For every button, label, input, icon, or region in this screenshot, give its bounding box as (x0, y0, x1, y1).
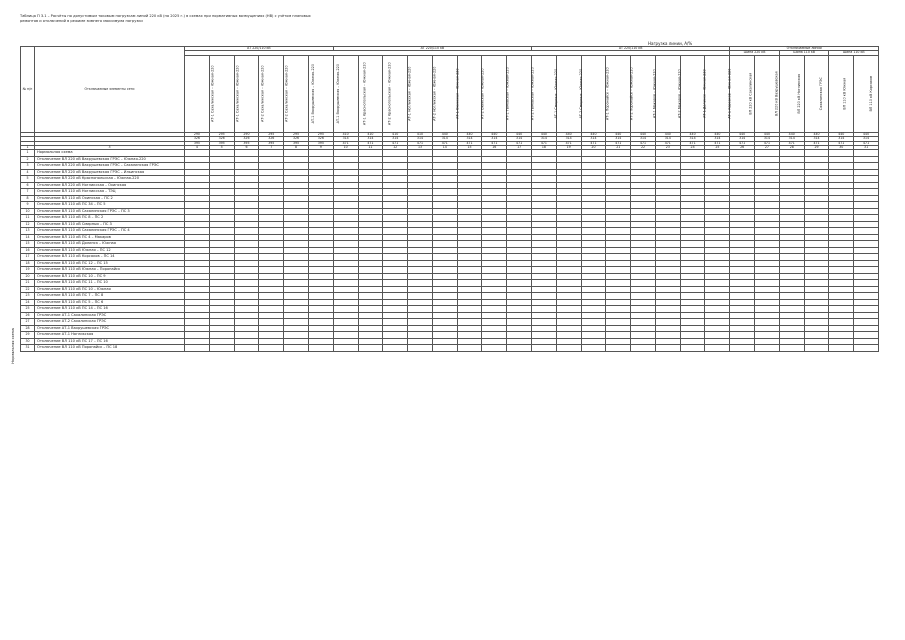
index-cell: 20 (581, 146, 606, 150)
table-cell (705, 345, 730, 352)
row-number: 23 (21, 293, 35, 300)
column-header-text: АТ-1 Смирных – Южная-220 (554, 68, 559, 119)
limit-cell: 314 (730, 137, 755, 141)
column-header-text: АТ-1 Ногликская – Южная-220 (407, 66, 412, 121)
row-number: 4 (21, 169, 35, 176)
row-name: Отключение ВЛ 110 кВ Сахалинская ГРЭС – ПС 4 (35, 228, 185, 235)
limit-cell: 471 (730, 141, 755, 145)
limit-cell: 440 (457, 132, 482, 136)
index-cell: 18 (532, 146, 557, 150)
column-header (383, 55, 412, 132)
limit-cell: 440 (507, 132, 532, 136)
row-name: Отключение ВЛ 110 кВ ПС 11 – ПС 10 (35, 280, 185, 287)
row-number: 13 (21, 228, 35, 235)
index-cell: 22 (631, 146, 656, 150)
limit-cell: 314 (383, 137, 408, 141)
index-cell: 16 (482, 146, 507, 150)
index-cell: 5 (209, 146, 234, 150)
unit-label: Нагрузка линии, А/% (648, 41, 693, 46)
column-header-text: АТ-1 Макаров – Южная-220 (652, 69, 657, 119)
row-name: Отключение ВЛ 110 кВ ПС 10 – Южная (35, 286, 185, 293)
column-header-text: АТ-2 Ногликская – Южная-220 (432, 66, 437, 121)
table-cell (556, 345, 581, 352)
limit-cell: 471 (804, 141, 829, 145)
column-header-text: АТ-1 Краснопольская – Южная-220 (362, 62, 367, 126)
column-header (457, 55, 485, 132)
column-header (854, 55, 879, 132)
table-cell (432, 345, 457, 352)
row-number: 19 (21, 267, 35, 274)
limit-cell: 440 (556, 132, 581, 136)
limit-cell: 410 (408, 132, 433, 136)
row-number: 6 (21, 182, 35, 189)
limit-cell: 326 (185, 137, 210, 141)
column-header-text: Сахалинская ГРЭС (818, 77, 823, 111)
limit-cell: 471 (631, 141, 656, 145)
table-cell (234, 345, 259, 352)
column-header (482, 55, 511, 132)
index-cell: 7 (259, 146, 284, 150)
table-cell (631, 345, 656, 352)
row-number: 12 (21, 221, 35, 228)
limit-cell: 471 (383, 141, 408, 145)
limit-cell: 326 (209, 137, 234, 141)
table-cell (507, 345, 532, 352)
row-number: 22 (21, 286, 35, 293)
limit-cell: 395 (259, 141, 284, 145)
index-cell: 9 (308, 146, 333, 150)
side-label: Нормальная схема (10, 328, 15, 364)
index-cell: 25 (705, 146, 730, 150)
limit-cell: 395 (234, 141, 259, 145)
row-number: 26 (21, 312, 35, 319)
row-name: Отключение ВЛ 110 кВ Корсаков – ПС 14 (35, 254, 185, 261)
limit-cell: 471 (581, 141, 606, 145)
table-cell (606, 345, 631, 352)
row-number: 25 (21, 306, 35, 313)
row-name: Отключение ВЛ 110 кВ ПС 7 – ПС 8 (35, 293, 185, 300)
row-name: Отключение ВЛ 220 кВ Ногликская – Охинская (35, 182, 185, 189)
table-cell (383, 345, 408, 352)
index-cell: 11 (358, 146, 383, 150)
column-header-text: АТ-1 Вахрушевская – Южная-220 (335, 64, 340, 124)
row-name: Отключение ВЛ 110 кВ Сахалинская ГРЭС – ПС 3 (35, 208, 185, 215)
row-number: 10 (21, 208, 35, 215)
index-cell: 31 (854, 146, 879, 150)
table-cell (829, 345, 854, 352)
row-number: 29 (21, 332, 35, 339)
column-header (185, 55, 215, 132)
index-cell: 12 (383, 146, 408, 150)
limit-cell: 314 (680, 137, 705, 141)
header-num: № п/п (21, 47, 35, 133)
limit-cell: 395 (284, 141, 309, 145)
table-cell (779, 345, 804, 352)
limit-cell: 440 (631, 132, 656, 136)
column-header-text: АТ-1 Поронайск – Южная-220 (605, 67, 610, 121)
row-number: 27 (21, 319, 35, 326)
limit-cell: 290 (234, 132, 259, 136)
row-name: Отключение ВЛ 220 кВ Вахрушевская ГРЭС – Сахалинская ГРЭС (35, 163, 185, 170)
index-cell: 8 (284, 146, 309, 150)
limit-cell: 395 (308, 141, 333, 145)
limit-cell: 440 (532, 132, 557, 136)
row-number: 24 (21, 299, 35, 306)
limit-cell: 440 (606, 132, 631, 136)
row-number: 31 (21, 345, 35, 352)
column-header-text: АТ-2 Тымовская – Южная-220 (530, 67, 535, 121)
index-cell: 29 (804, 146, 829, 150)
limit-cell: 471 (606, 141, 631, 145)
subheader: Шина 220 кВ (730, 51, 780, 55)
limit-cell: 440 (755, 132, 780, 136)
column-header-text: ВЛ 220 кВ Ногликская (797, 73, 802, 114)
column-header-text: АТ-2 Поронайск – Южная-220 (630, 67, 634, 121)
row-number: 18 (21, 260, 35, 267)
table-cell (358, 345, 383, 352)
index-cell: 21 (606, 146, 631, 150)
limit-cell: 471 (755, 141, 780, 145)
column-header-text: АТ-2 Сахалинская – Южная-220 (260, 65, 265, 123)
column-header (556, 55, 581, 132)
limit-cell: 440 (705, 132, 730, 136)
column-header (804, 55, 829, 132)
limit-cell: 471 (457, 141, 482, 145)
index-cell: 1 (21, 146, 35, 150)
column-header-text: ВЛ 110 кВ Корсаков (869, 75, 874, 112)
index-cell: 10 (333, 146, 358, 150)
index-cell: 28 (779, 146, 804, 150)
row-number: 16 (21, 247, 35, 254)
column-header-text: АТ-2 Макаров – Южная-220 (677, 69, 682, 119)
table-cell (185, 345, 210, 352)
limit-cell: 440 (854, 132, 879, 136)
row-name: Нормальная схема (35, 150, 185, 157)
limit-cell: 440 (655, 132, 680, 136)
table-cell (730, 345, 755, 352)
row-name: Отключение ВЛ 110 кВ ПС 12 – ПС 15 (35, 260, 185, 267)
subheader: Шина 110 кВ (779, 51, 829, 55)
column-header-text: АТ-1 Вахрушевская – Южная-220 (311, 64, 316, 124)
row-name: Отключение АТ-1 Сахалинская ГРЭС (35, 312, 185, 319)
limit-cell: 295 (284, 132, 309, 136)
table-cell (209, 345, 234, 352)
load-table (20, 46, 879, 352)
row-name: Отключение ВЛ 110 кВ ПС 34 – ПС 5 (35, 202, 185, 209)
column-header-text: АТ-1 Тымовская – Южная-220 (506, 67, 511, 121)
header-group: АТ 220/110 кВ (333, 47, 531, 51)
limit-cell: 440 (804, 132, 829, 136)
row-name: Отключение ВЛ 110 кВ Смирных – ПС 3 (35, 221, 185, 228)
limit-cell: 440 (482, 132, 507, 136)
table-cell (259, 345, 284, 352)
row-name: Отключение ВЛ 110 кВ Южная – ПС 12 (35, 247, 185, 254)
row-name: Отключение ВЛ 220 кВ Вахрушевская ГРЭС – Ильинская (35, 169, 185, 176)
index-cell: 15 (457, 146, 482, 150)
limit-cell: 410 (358, 132, 383, 136)
index-cell: 13 (408, 146, 433, 150)
row-number: 15 (21, 241, 35, 248)
column-header-text: АТ-2 Сахалинская – Южная-220 (284, 65, 289, 123)
column-header (829, 55, 854, 132)
limit-cell: 314 (581, 137, 606, 141)
row-name: Отключение ВЛ 110 кВ Охинская – ПС 2 (35, 195, 185, 202)
limit-cell: 314 (333, 137, 358, 141)
limit-cell: 410 (333, 132, 358, 136)
row-number: 17 (21, 254, 35, 261)
row-name: Отключение АТ-1 Ногликская (35, 332, 185, 339)
limit-cell: 295 (209, 132, 234, 136)
column-header-text: АТ-1 Сахалинская – Южная-220 (210, 65, 215, 123)
limit-cell: 314 (854, 137, 879, 141)
limit-cell: 314 (829, 137, 854, 141)
table-cell (333, 345, 358, 352)
limit-cell: 471 (680, 141, 705, 145)
limit-cell: 314 (779, 137, 804, 141)
limit-cell: 314 (358, 137, 383, 141)
header-group: АТ 220/110 кВ (185, 47, 334, 51)
table-caption: Таблица П 3.1 – Расчёты по допустимым токовым нагрузкам линий 220 кВ (на 2025 г.) в схемах при нормативных возмущениях (НВ) с учётом плановых ремонтов и отключений в режиме зимнего максимума нагрузки (20, 14, 311, 23)
index-cell: 24 (680, 146, 705, 150)
index-cell: 23 (655, 146, 680, 150)
row-number: 21 (21, 280, 35, 287)
row-number: 8 (21, 195, 35, 202)
row-number: 30 (21, 338, 35, 345)
limit-cell: 471 (532, 141, 557, 145)
table-cell (482, 345, 507, 352)
limit-cell: 471 (333, 141, 358, 145)
limit-cell: 314 (655, 137, 680, 141)
limit-cell: 440 (432, 132, 457, 136)
limit-cell: 314 (532, 137, 557, 141)
row-number: 5 (21, 176, 35, 183)
column-header-text: ВЛ 220 кВ Вахрушевская (774, 71, 779, 117)
column-header-text: АТ-1 Корсаков – Южная-220 (727, 68, 732, 119)
limit-cell: 295 (308, 132, 333, 136)
row-name: Отключение ВЛ 220 кВ Краснопольская – Южная-220 (35, 176, 185, 183)
limit-cell: 314 (482, 137, 507, 141)
column-header-text: ВЛ 220 кВ Сахалинская (748, 72, 753, 115)
table-cell (755, 345, 780, 352)
limit-cell: 410 (383, 132, 408, 136)
header-group: Отключаемые линии (730, 47, 879, 51)
row-name: Отключение ВЛ 110 кВ ПС 14 – ПС 16 (35, 306, 185, 313)
column-header-text: АТ-2 Краснопольская – Южная-220 (387, 62, 392, 126)
limit-cell: 326 (284, 137, 309, 141)
column-header (532, 55, 557, 132)
row-name: Отключение ВЛ 110 кВ Ногликская – ТЭЦ (35, 189, 185, 196)
row-number: 3 (21, 163, 35, 170)
limit-cell: 440 (680, 132, 705, 136)
limit-cell: 314 (631, 137, 656, 141)
column-header (755, 55, 780, 132)
limit-cell: 314 (755, 137, 780, 141)
table-cell (457, 345, 482, 352)
limit-cell: 471 (655, 141, 680, 145)
row-number: 2 (21, 156, 35, 163)
limit-cell: 471 (507, 141, 532, 145)
limit-cell: 314 (556, 137, 581, 141)
column-header (631, 55, 656, 132)
limit-cell: 471 (779, 141, 804, 145)
table-cell (655, 345, 680, 352)
column-header-text: АТ-2 Смирных – Южная-220 (578, 68, 583, 119)
column-header (779, 55, 804, 132)
row-name: Отключение ВЛ 110 кВ Южная – Поронайск (35, 267, 185, 274)
row-number: 9 (21, 202, 35, 209)
row-number: 7 (21, 189, 35, 196)
limit-cell: 314 (457, 137, 482, 141)
row-name: Отключение ВЛ 110 кВ ПС 17 – ПС 16 (35, 338, 185, 345)
limit-cell: 471 (432, 141, 457, 145)
row-name: Отключение ВЛ 110 кВ Поронайск – ПС 18 (35, 345, 185, 352)
row-name: Отключение ВЛ 110 кВ ПС 5 – ПС 6 (35, 299, 185, 306)
column-header-text: АТ-1 Сахалинская – Южная-220 (235, 65, 240, 123)
limit-cell: 471 (482, 141, 507, 145)
row-name: Отключение ВЛ 110 кВ Долинск – Южная (35, 241, 185, 248)
row-name: Отключение ВЛ 110 кВ ПС 10 – ПС 9 (35, 273, 185, 280)
limit-cell: 471 (358, 141, 383, 145)
limit-cell: 471 (408, 141, 433, 145)
table-cell (854, 345, 879, 352)
limit-cell: 314 (804, 137, 829, 141)
header-group: АТ 220/110 кВ (532, 47, 730, 51)
table-cell (308, 345, 333, 352)
row-name: Отключение ВЛ 110 кВ ПС 4 – Макаров (35, 234, 185, 241)
index-cell: 6 (234, 146, 259, 150)
limit-cell: 471 (556, 141, 581, 145)
limit-cell: 440 (779, 132, 804, 136)
column-header-text: АТ-1 Охинская – Южная-220 (455, 68, 460, 120)
limit-cell: 326 (259, 137, 284, 141)
table-cell (408, 345, 433, 352)
index-cell: 17 (507, 146, 532, 150)
limit-cell: 440 (829, 132, 854, 136)
limit-cell: 471 (854, 141, 879, 145)
index-cell: 30 (829, 146, 854, 150)
row-number: 20 (21, 273, 35, 280)
header-name: Отключаемые элементы сети (35, 47, 185, 133)
limit-cell: 440 (730, 132, 755, 136)
table-cell (532, 345, 557, 352)
table-row (21, 345, 879, 352)
table-cell (804, 345, 829, 352)
index-cell: 14 (432, 146, 457, 150)
row-number: 1 (21, 150, 35, 157)
subheader: Шина 110 кВ (829, 51, 879, 55)
index-cell: 4 (185, 146, 210, 150)
limit-cell: 314 (432, 137, 457, 141)
row-name: Отключение АТ-1 Вахрушевская ГРЭС (35, 325, 185, 332)
table-cell (284, 345, 309, 352)
row-number: 11 (21, 215, 35, 222)
limit-cell: 295 (259, 132, 284, 136)
limit-cell: 471 (829, 141, 854, 145)
limit-cell: 326 (234, 137, 259, 141)
limit-cell: 314 (606, 137, 631, 141)
index-cell: 26 (730, 146, 755, 150)
column-header-text: АТ-2 Охинская – Южная-220 (480, 68, 485, 120)
column-header (507, 55, 535, 132)
limit-cell: 314 (507, 137, 532, 141)
index-cell: 3 (35, 146, 185, 150)
column-header-text: ВЛ 110 кВ Южная (842, 77, 847, 110)
index-cell: 19 (556, 146, 581, 150)
row-name: Отключение ВЛ 220 кВ Вахрушевская ГРЭС – Южная-220 (35, 156, 185, 163)
index-cell: 27 (755, 146, 780, 150)
column-header-text: АТ-1 Долинск – Южная-220 (702, 69, 707, 119)
table-cell (680, 345, 705, 352)
limit-cell: 471 (705, 141, 730, 145)
limit-cell: 326 (308, 137, 333, 141)
limit-cell: 395 (209, 141, 234, 145)
row-number: 28 (21, 325, 35, 332)
table-cell (581, 345, 606, 352)
limit-cell: 314 (408, 137, 433, 141)
row-number: 14 (21, 234, 35, 241)
limit-cell: 314 (705, 137, 730, 141)
limit-cell: 440 (581, 132, 606, 136)
row-name: Отключение АТ-2 Сахалинская ГРЭС (35, 319, 185, 326)
limit-cell: 290 (185, 132, 210, 136)
row-name: Отключение ВЛ 110 кВ ПС 8 – ПС 2 (35, 215, 185, 222)
limit-cell: 395 (185, 141, 210, 145)
